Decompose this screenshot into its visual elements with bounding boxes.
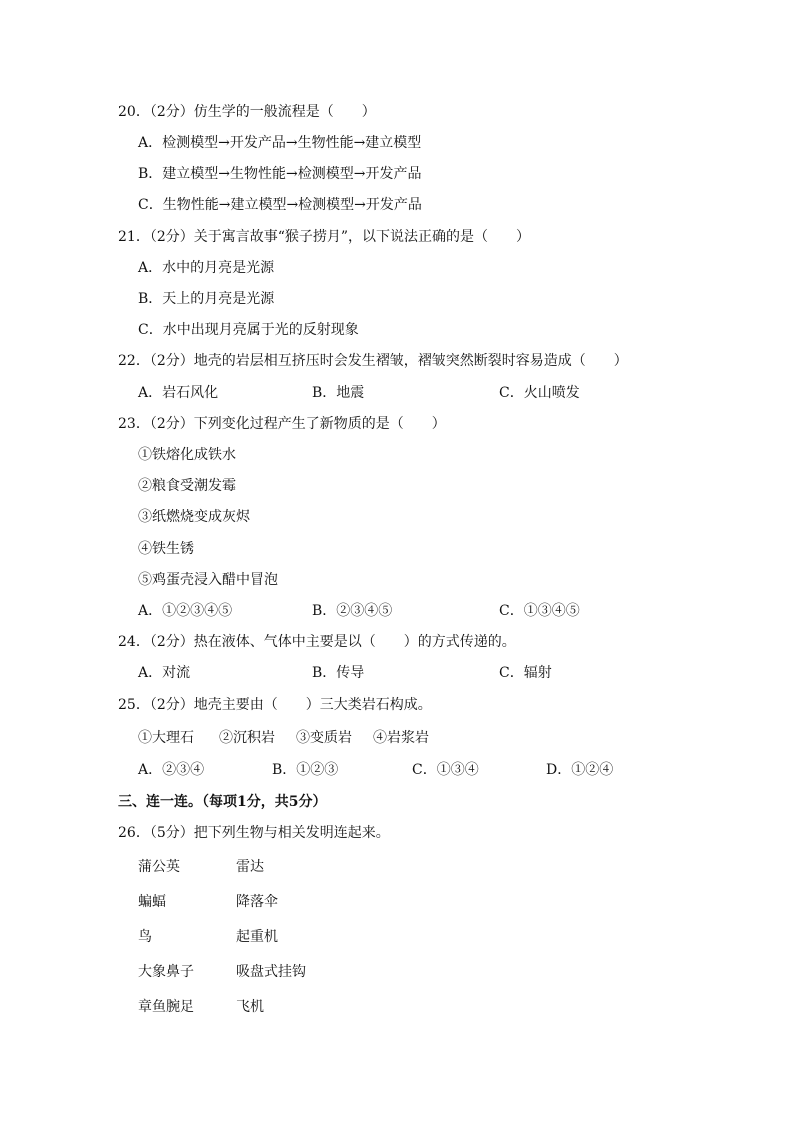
question-22-option-b: B．地震 bbox=[312, 385, 365, 401]
matching-row-4 bbox=[138, 963, 306, 981]
question-21-stem: 21．（2分）关于寓言故事“猴子捞月”，以下说法正确的是（ ） bbox=[118, 229, 531, 245]
invention-label[interactable]: 起重机 bbox=[236, 929, 278, 945]
organism-label[interactable]: 蒲公英 bbox=[138, 859, 180, 875]
question-20-option-c: C．生物性能→建立模型→检测模型→开发产品 bbox=[138, 197, 422, 213]
question-25-item-3: ③变质岩 bbox=[296, 730, 352, 746]
question-22-option-a: A．岩石风化 bbox=[138, 385, 219, 401]
question-23-option-b: B．②③④⑤ bbox=[312, 603, 393, 619]
question-23-stem: 23．（2分）下列变化过程产生了新物质的是（ ） bbox=[118, 416, 446, 432]
question-25-item-4: ④岩浆岩 bbox=[373, 730, 429, 746]
question-23-item-4: ④铁生锈 bbox=[138, 541, 194, 557]
question-25-option-b: B．①②③ bbox=[272, 762, 339, 778]
question-25-item-2: ②沉积岩 bbox=[219, 730, 275, 746]
invention-label[interactable]: 飞机 bbox=[236, 999, 264, 1015]
question-25-option-d: D．①②④ bbox=[546, 762, 614, 778]
question-25-item-1: ①大理石 bbox=[138, 730, 194, 746]
question-23-item-2: ②粮食受潮发霉 bbox=[138, 478, 236, 494]
organism-label[interactable]: 章鱼腕足 bbox=[138, 999, 194, 1015]
organism-label[interactable]: 蝙蝠 bbox=[138, 894, 166, 910]
invention-label[interactable]: 降落伞 bbox=[236, 894, 278, 910]
matching-row-5 bbox=[138, 998, 264, 1016]
question-24-stem: 24．（2分）热在液体、气体中主要是以（ ）的方式传递的。 bbox=[118, 634, 516, 650]
question-20-stem: 20．（2分）仿生学的一般流程是（ ） bbox=[118, 104, 376, 120]
question-26-stem: 26．（5分）把下列生物与相关发明连起来。 bbox=[118, 825, 390, 841]
question-21-option-c: C．水中出现月亮属于光的反射现象 bbox=[138, 322, 359, 338]
section-3-title: 三、连一连。（每项1分，共5分） bbox=[118, 794, 327, 810]
question-23-item-3: ③纸燃烧变成灰烬 bbox=[138, 509, 250, 525]
organism-label[interactable]: 鸟 bbox=[138, 929, 152, 945]
question-24-option-a: A．对流 bbox=[138, 665, 191, 681]
invention-label[interactable]: 雷达 bbox=[236, 859, 264, 875]
invention-label[interactable]: 吸盘式挂钩 bbox=[236, 964, 306, 980]
question-25-stem: 25．（2分）地壳主要由（ ）三大类岩石构成。 bbox=[118, 697, 432, 713]
question-24-option-b: B．传导 bbox=[312, 665, 365, 681]
question-23-option-a: A．①②③④⑤ bbox=[138, 603, 233, 619]
question-21-option-a: A．水中的月亮是光源 bbox=[138, 260, 275, 276]
question-22-stem: 22．（2分）地壳的岩层相互挤压时会发生褶皱，褶皱突然断裂时容易造成（ ） bbox=[118, 353, 628, 369]
question-23-item-1: ①铁熔化成铁水 bbox=[138, 447, 236, 463]
question-22-option-c: C．火山喷发 bbox=[499, 385, 580, 401]
question-20-option-a: A．检测模型→开发产品→生物性能→建立模型 bbox=[138, 135, 422, 151]
organism-label[interactable]: 大象鼻子 bbox=[138, 964, 194, 980]
question-25-option-a: A．②③④ bbox=[138, 762, 205, 778]
question-21-option-b: B．天上的月亮是光源 bbox=[138, 291, 275, 307]
matching-row-2 bbox=[138, 893, 278, 911]
question-25-option-c: C．①③④ bbox=[412, 762, 479, 778]
question-20-option-b: B．建立模型→生物性能→检测模型→开发产品 bbox=[138, 166, 422, 182]
question-24-option-c: C．辐射 bbox=[499, 665, 552, 681]
question-23-option-c: C．①③④⑤ bbox=[499, 603, 580, 619]
matching-row-1 bbox=[138, 858, 264, 876]
question-23-item-5: ⑤鸡蛋壳浸入醋中冒泡 bbox=[138, 572, 278, 588]
matching-row-3 bbox=[138, 928, 278, 946]
